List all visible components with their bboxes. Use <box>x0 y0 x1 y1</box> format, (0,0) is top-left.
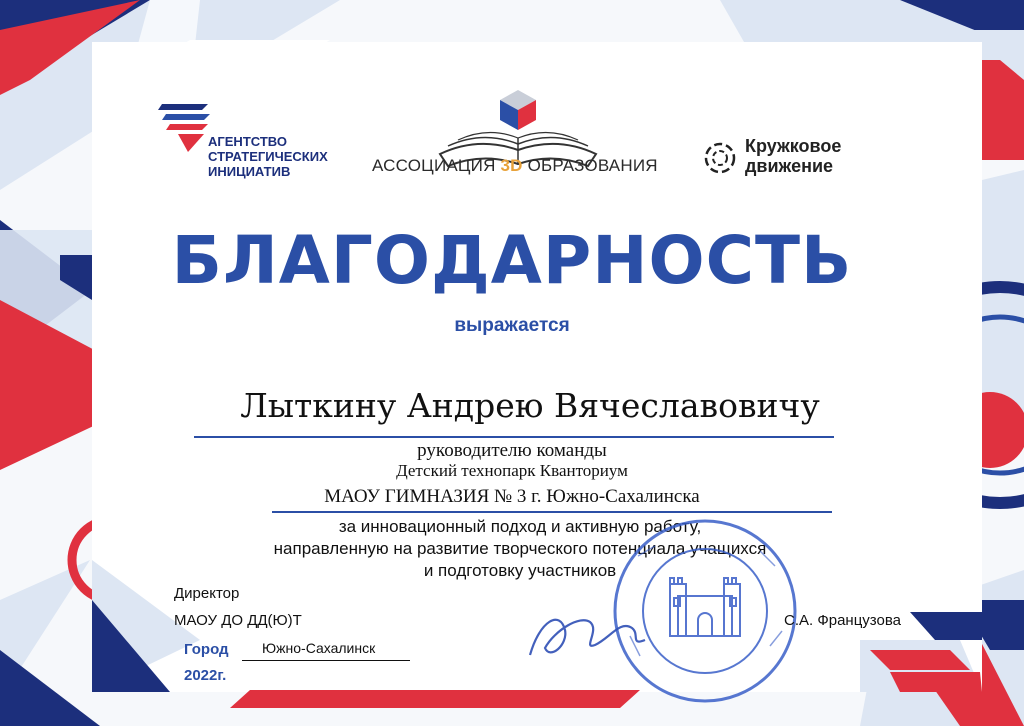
reason-line-1: за инновационный подход и активную работу, <box>338 517 702 536</box>
signer-name: С.А. Французова <box>784 612 901 629</box>
asi-line-3: ИНИЦИАТИВ <box>208 164 291 179</box>
kruzhok-logo-text <box>745 136 841 176</box>
association-3d: 3D <box>500 156 523 175</box>
recipient-org-line-1: Детский технопарк Кванториум <box>396 461 628 480</box>
handwritten-signature-icon <box>520 600 660 670</box>
city-value: Южно-Сахалинск <box>262 640 376 656</box>
kruzhok-line-2: движение <box>745 156 834 176</box>
name-underline <box>194 436 834 438</box>
year-label: 2022г. <box>184 667 227 684</box>
reason-line-3: и подготовку участников <box>423 561 617 580</box>
city-label: Город <box>184 641 229 658</box>
knot-logo-icon <box>700 138 740 178</box>
org-underline <box>272 511 832 513</box>
recipient-name: Лыткину Андрею Вячеславовичу <box>240 386 820 425</box>
kruzhok-line-1: Кружковое <box>745 136 842 156</box>
reason-line-2: направленную на развитие творческого потенциала учащихся <box>273 539 767 558</box>
association-suffix: ОБРАЗОВАНИЯ <box>527 156 658 175</box>
association-prefix: АССОЦИАЦИЯ <box>372 156 496 175</box>
certificate-subtitle: выражается <box>454 315 570 336</box>
asi-logo-text <box>208 134 328 179</box>
asi-line-2: СТРАТЕГИЧЕСКИХ <box>208 149 328 164</box>
association-logo-text <box>372 156 658 176</box>
certificate-title: БЛАГОДАРНОСТЬ <box>171 222 853 299</box>
director-organization: МАОУ ДО ДД(Ю)Т <box>174 612 302 629</box>
director-label: Директор <box>174 585 240 602</box>
recipient-org-line-2: МАОУ ГИМНАЗИЯ № 3 г. Южно-Сахалинска <box>324 486 700 507</box>
asi-line-1: АГЕНТСТВО <box>208 134 287 149</box>
city-underline <box>242 660 410 661</box>
recipient-role: руководителю команды <box>417 440 607 461</box>
